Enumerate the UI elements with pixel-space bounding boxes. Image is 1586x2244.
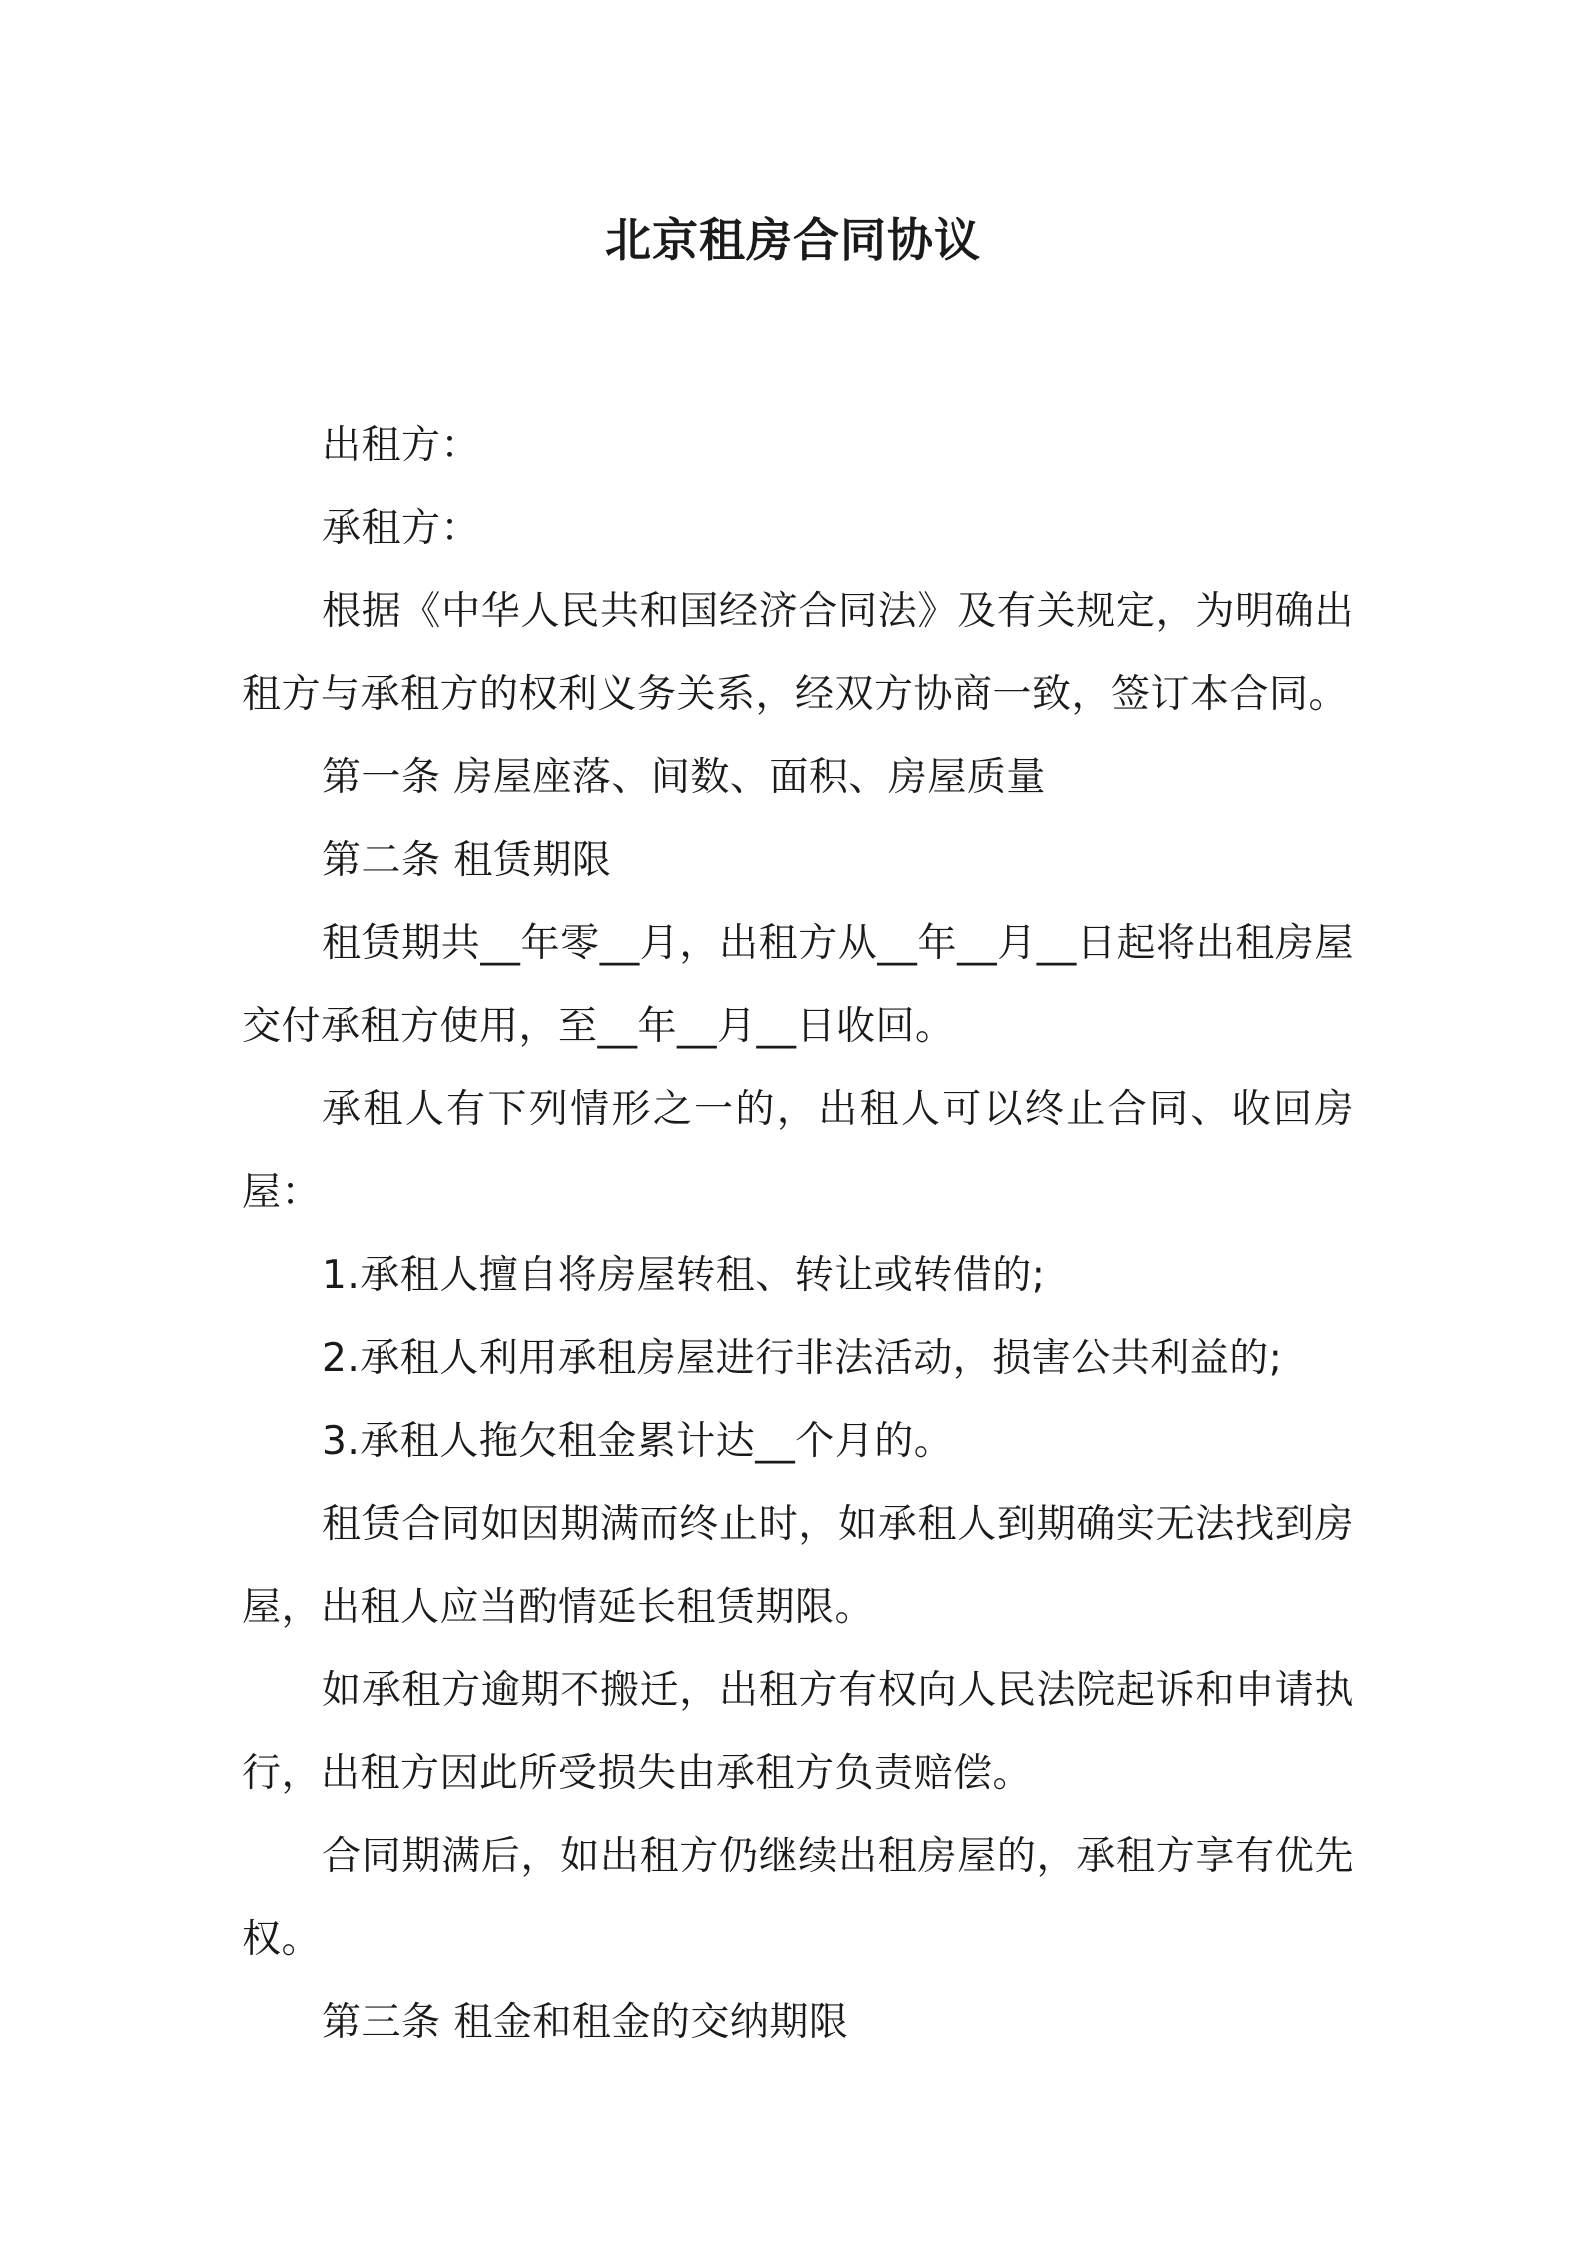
termination-item-3: 3.承租人拖欠租金累计达__个月的。 (322, 1419, 954, 1464)
document-body (242, 404, 1354, 2064)
expiry-extension-paragraph: 租赁合同如因期满而终止时，如承租人到期确实无法找到房屋，出租人应当酌情延长租赁期限。 (242, 1502, 1354, 1630)
article-1-heading: 第一条 房屋座落、间数、面积、房屋质量 (322, 755, 1046, 800)
lease-term-paragraph: 租赁期共__年零__月，出租方从__年__月__日起将出租房屋交付承租方使用，至__年__月__日收回。 (242, 921, 1354, 1049)
termination-item-2: 2.承租人利用承租房屋进行非法活动，损害公共利益的; (322, 1336, 1283, 1381)
article-3-heading: 第三条 租金和租金的交纳期限 (322, 2000, 849, 2045)
lessor-line: 出租方： (322, 423, 481, 468)
priority-right-paragraph: 合同期满后，如出租方仍继续出租房屋的，承租方享有优先权。 (242, 1834, 1354, 1962)
lessee-line: 承租方： (322, 506, 481, 551)
preamble-paragraph: 根据《中华人民共和国经济合同法》及有关规定，为明确出租方与承租方的权利义务关系，经双方协商一致，签订本合同。 (242, 589, 1354, 717)
article-2-heading: 第二条 租赁期限 (322, 838, 612, 883)
document-title: 北京租房合同协议 (605, 213, 981, 267)
termination-intro-paragraph: 承租人有下列情形之一的，出租人可以终止合同、收回房屋： (242, 1087, 1354, 1215)
overdue-move-out-paragraph: 如承租方逾期不搬迁，出租方有权向人民法院起诉和申请执行，出租方因此所受损失由承租方负责赔偿。 (242, 1668, 1354, 1796)
termination-item-1: 1.承租人擅自将房屋转租、转让或转借的; (322, 1253, 1046, 1298)
